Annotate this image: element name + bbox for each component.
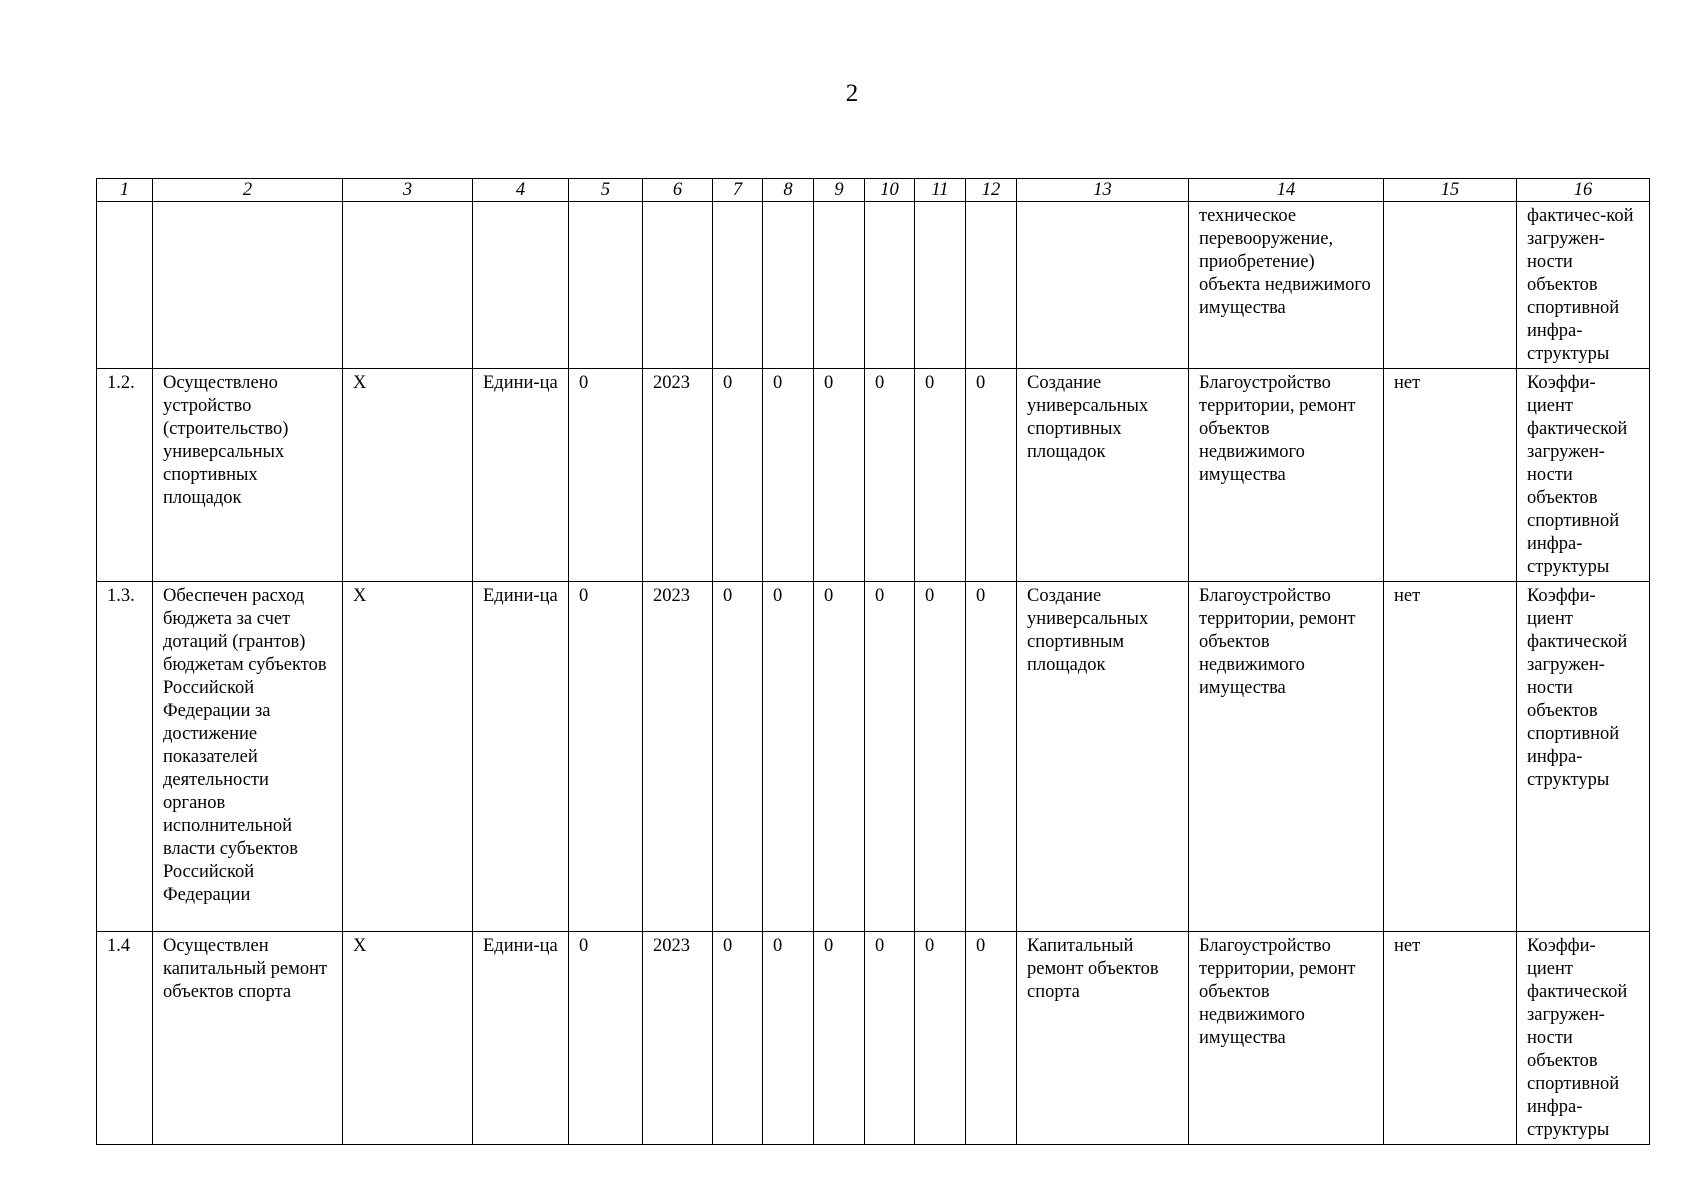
item-name: Осуществлен капитальный ремонт объектов спорта	[153, 932, 343, 1145]
page-number: 2	[845, 80, 859, 107]
cell-col10: 0	[865, 582, 915, 932]
cell-col12: 0	[966, 932, 1017, 1145]
cell-col7: 0	[713, 582, 763, 932]
cell-col10	[865, 202, 915, 369]
year-cell: 2023	[643, 582, 713, 932]
cell-col11: 0	[915, 369, 966, 582]
cell-col7	[713, 202, 763, 369]
cell-col9	[814, 202, 865, 369]
cell-col7: 0	[713, 932, 763, 1145]
cell-col8: 0	[763, 932, 814, 1145]
type-cell: Благоустройство территории, ремонт объектов недвижимого имущества	[1189, 582, 1384, 932]
type-cell: Благоустройство территории, ремонт объектов недвижимого имущества	[1189, 369, 1384, 582]
cell-col3: X	[343, 369, 473, 582]
cell-col8	[763, 202, 814, 369]
column-number-row	[97, 179, 1650, 202]
cell-col9: 0	[814, 582, 865, 932]
cell-col7: 0	[713, 369, 763, 582]
item-number: 1.3.	[97, 582, 153, 932]
type-cell: Благоустройство территории, ремонт объектов недвижимого имущества	[1189, 932, 1384, 1145]
item-number	[97, 202, 153, 369]
column-header: 9	[814, 179, 865, 202]
column-header: 3	[343, 179, 473, 202]
column-header: 11	[915, 179, 966, 202]
cell-col9: 0	[814, 369, 865, 582]
unit-cell: Едини-ца	[473, 932, 569, 1145]
item-number: 1.4	[97, 932, 153, 1145]
table-row	[97, 202, 1650, 369]
year-cell: 2023	[643, 369, 713, 582]
cell-col15: нет	[1384, 369, 1517, 582]
indicator-cell: Коэффи-циент фактической загружен-ности объектов спортивной инфра-структуры	[1517, 369, 1650, 582]
results-table	[96, 178, 1650, 1145]
cell-col3	[343, 202, 473, 369]
cell-col8: 0	[763, 582, 814, 932]
cell-col11: 0	[915, 932, 966, 1145]
cell-col12	[966, 202, 1017, 369]
cell-col3: X	[343, 932, 473, 1145]
column-header: 10	[865, 179, 915, 202]
unit-cell: Едини-ца	[473, 369, 569, 582]
result-cell: Создание универсальных спортивных площадок	[1017, 369, 1189, 582]
column-header: 2	[153, 179, 343, 202]
cell-col15	[1384, 202, 1517, 369]
cell-col11: 0	[915, 582, 966, 932]
result-cell: Капитальный ремонт объектов спорта	[1017, 932, 1189, 1145]
type-cell: техническое перевооружение, приобретение) объекта недвижимого имущества	[1189, 202, 1384, 369]
cell-col5: 0	[569, 932, 643, 1145]
year-cell	[643, 202, 713, 369]
cell-col8: 0	[763, 369, 814, 582]
cell-col15: нет	[1384, 932, 1517, 1145]
column-header: 1	[97, 179, 153, 202]
cell-col5: 0	[569, 369, 643, 582]
cell-col12: 0	[966, 582, 1017, 932]
unit-cell	[473, 202, 569, 369]
column-header: 8	[763, 179, 814, 202]
cell-col3: X	[343, 582, 473, 932]
cell-col10: 0	[865, 932, 915, 1145]
item-name: Обеспечен расход бюджета за счет дотаций (грантов) бюджетам субъектов Российской Федерации за достижение показателей деятельности органов исполнительной власти субъектов Российской Федерации	[153, 582, 343, 932]
cell-col5: 0	[569, 582, 643, 932]
indicator-cell: Коэффи-циент фактической загружен-ности объектов спортивной инфра-структуры	[1517, 932, 1650, 1145]
item-name: Осуществлено устройство (строительство) универсальных спортивных площадок	[153, 369, 343, 582]
cell-col5	[569, 202, 643, 369]
column-header: 14	[1189, 179, 1384, 202]
unit-cell: Едини-ца	[473, 582, 569, 932]
cell-col11	[915, 202, 966, 369]
indicator-cell: фактичес-кой загружен-ности объектов спортивной инфра-структуры	[1517, 202, 1650, 369]
item-number: 1.2.	[97, 369, 153, 582]
result-cell: Создание универсальных спортивным площадок	[1017, 582, 1189, 932]
column-header: 4	[473, 179, 569, 202]
result-cell	[1017, 202, 1189, 369]
column-header: 16	[1517, 179, 1650, 202]
indicator-cell: Коэффи-циент фактической загружен-ности объектов спортивной инфра-структуры	[1517, 582, 1650, 932]
column-header: 15	[1384, 179, 1517, 202]
table-row	[97, 369, 1650, 582]
column-header: 7	[713, 179, 763, 202]
table-row	[97, 932, 1650, 1145]
item-name	[153, 202, 343, 369]
cell-col9: 0	[814, 932, 865, 1145]
column-header: 6	[643, 179, 713, 202]
column-header: 12	[966, 179, 1017, 202]
column-header: 5	[569, 179, 643, 202]
cell-col12: 0	[966, 369, 1017, 582]
cell-col15: нет	[1384, 582, 1517, 932]
table-row	[97, 582, 1650, 932]
year-cell: 2023	[643, 932, 713, 1145]
cell-col10: 0	[865, 369, 915, 582]
column-header: 13	[1017, 179, 1189, 202]
